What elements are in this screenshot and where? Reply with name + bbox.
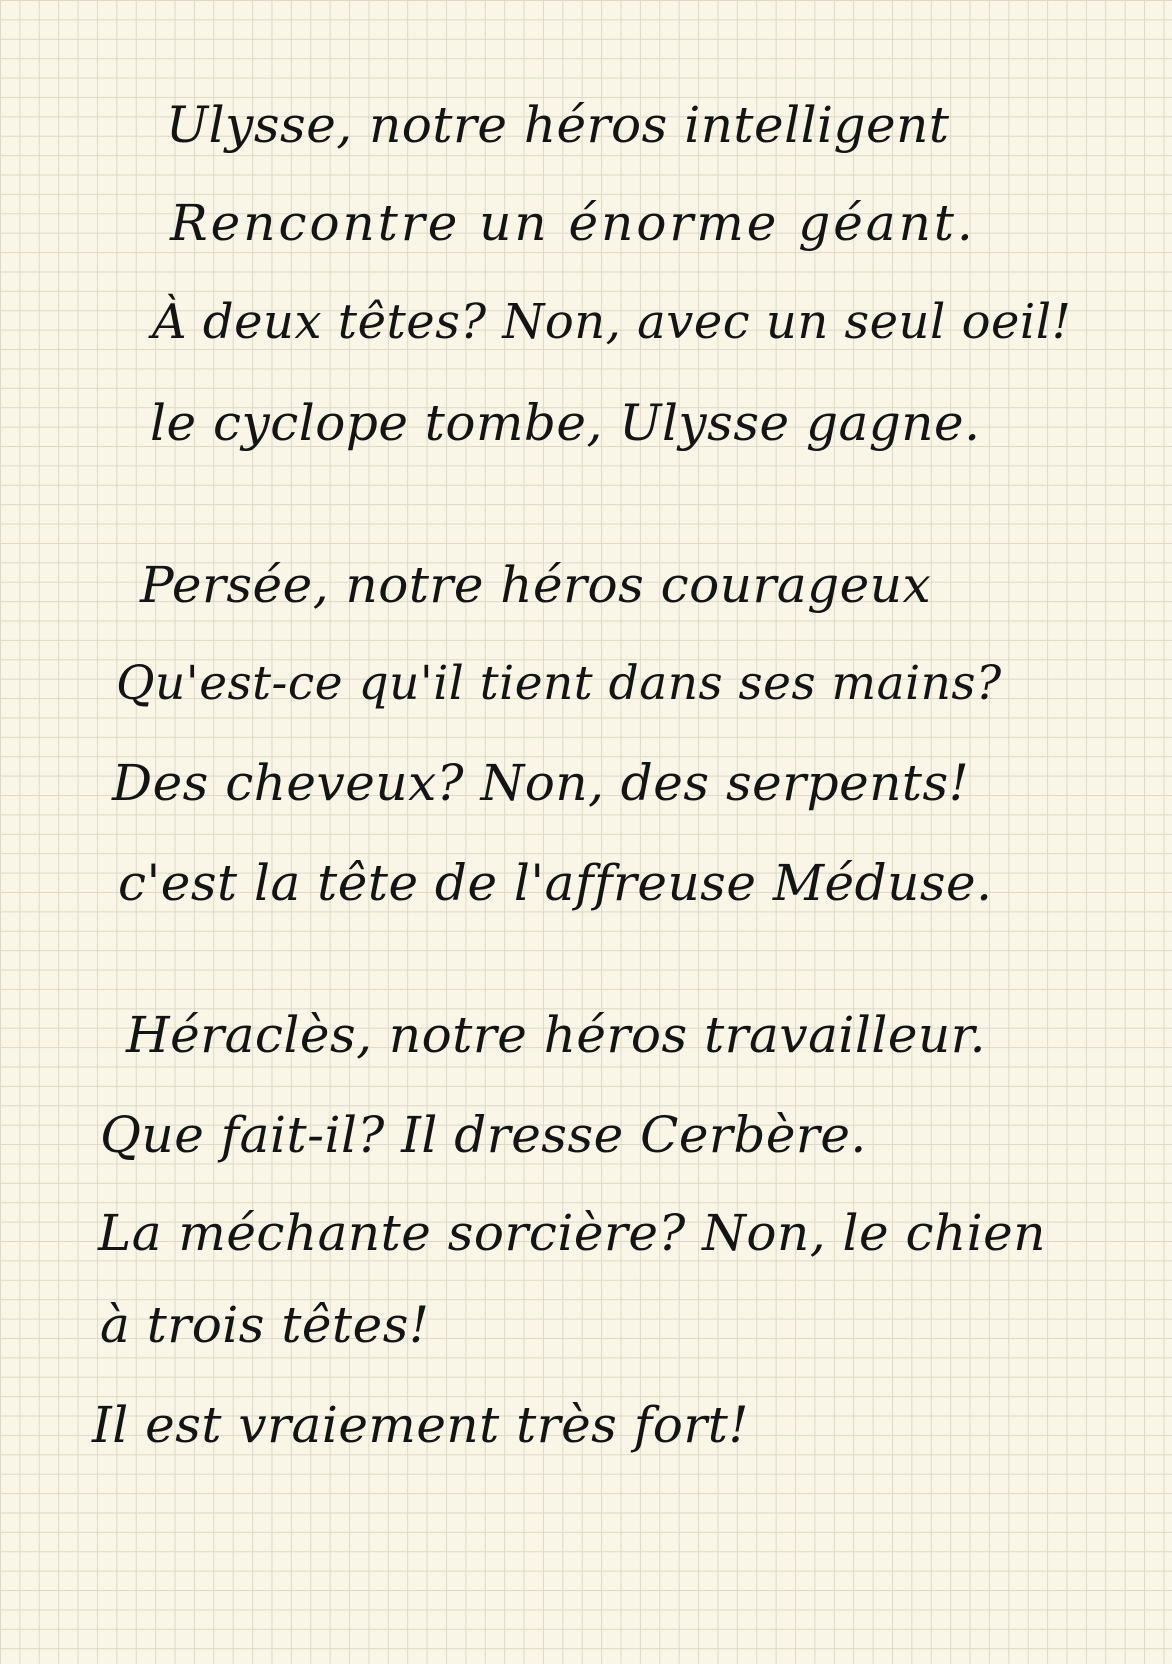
poem-line: c'est la tête de l'affreuse Méduse.: [118, 854, 993, 912]
poem-line: La méchante sorcière? Non, le chien: [98, 1204, 1046, 1262]
poem-line: Persée, notre héros courageux: [140, 556, 932, 614]
poem-line: À deux têtes? Non, avec un seul oeil!: [152, 294, 1072, 350]
poem-line: Que fait-il? Il dresse Cerbère.: [100, 1106, 867, 1164]
poem-line: le cyclope tombe, Ulysse gagne.: [150, 394, 981, 452]
poem-line: Ulysse, notre héros intelligent: [166, 96, 950, 154]
poem-line: Qu'est-ce qu'il tient dans ses mains?: [116, 656, 1002, 711]
poem-line: Il est vraiement très fort!: [92, 1396, 749, 1454]
poem-line: Des cheveux? Non, des serpents!: [112, 754, 970, 812]
poem-line: Héraclès, notre héros travailleur.: [126, 1006, 986, 1064]
poem-line: à trois têtes!: [100, 1296, 430, 1354]
poem-line: Rencontre un énorme géant.: [170, 194, 976, 252]
